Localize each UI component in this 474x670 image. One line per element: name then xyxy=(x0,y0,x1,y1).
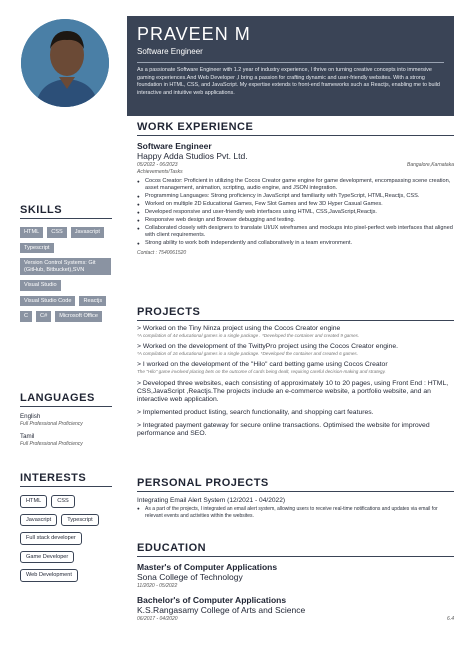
experience-bullet: ● Developed responsive and user-friendly web interfaces using HTML, CSS,JavaScript,Reactjs. xyxy=(137,209,454,216)
education-school: K.S.Rangasamy College of Arts and Science xyxy=(137,605,306,615)
summary-text: As a passionate Software Engineer with 1.2 year of industry experience, I thrive on turning creative concepts into immersive gaming experiences.And Web Developer ,I bring a passion for crafting dynamic and user-friendly websites. With a strong foundation in HTML, CSS, and JavaScript. My expertise extends to front-end frameworks such as Reactjs, enabling me to build interactive and intuitive web applications. xyxy=(137,67,440,96)
project-note: The "Hilo" game involved placing bets on the outcome of cards being dealt, requiring careful decision-making and strategy. xyxy=(137,369,386,374)
candidate-role: Software Engineer xyxy=(137,47,203,56)
skill-chip: Typescript xyxy=(20,243,54,254)
contact-number: Contact : 7540061520 xyxy=(137,250,187,256)
skill-chip: Version Control Systems: Git (GitHub, Bitbucket),SVN xyxy=(20,258,111,275)
experience-bullet: ● Programming Languages: Strong proficiency in JavaScript and familiarity with TypeScript, HTML,Reactjs, CSS. xyxy=(137,193,454,200)
skill-chip: Visual Studio xyxy=(20,280,61,291)
skills-section xyxy=(20,204,112,322)
education-degree: Master's of Computer Applications xyxy=(137,562,278,572)
experience-bullet: ● Collaborated closely with designers to translate UI/UX wireframes and mockups into pixel-perfect web interfaces that aligned with client requirements. xyxy=(137,225,454,239)
project-title: > I worked on the development of the "Hilo" card betting game using Cocos Creator xyxy=(137,361,388,368)
section-title-projects: PROJECTS xyxy=(137,306,454,321)
language-level: Full Professional Proficiency xyxy=(20,421,83,427)
personal-project-title: Integrating Email Alert System (12/2021 - 04/2022) xyxy=(137,497,286,504)
skill-chip: Reactjs xyxy=(79,296,106,307)
education-entry xyxy=(137,562,454,589)
project-title: > Developed three websites, each consisting of approximately 10 to 20 pages, using Front End : HTML, CSS,JavaScript ,Reactjs.The projects include an e-commerce website, a portfolio website, and an interactive web application. xyxy=(137,380,449,403)
project-title: > Implemented product listing, search functionality, and shopping cart features. xyxy=(137,409,374,416)
interest-chip: HTML xyxy=(20,495,47,508)
project-note: *A compilation of 44 educational games in a single package . *Developed the container and created 9 games. xyxy=(137,333,360,338)
experience-bullet: ● Responsive web design and Browser debugging and testing. xyxy=(137,217,454,224)
interest-chip: CSS xyxy=(51,495,75,508)
interest-chip: Full stack developer xyxy=(20,532,82,545)
education-degree: Bachelor's of Computer Applications xyxy=(137,595,287,605)
section-title-skills: SKILLS xyxy=(20,204,112,219)
language-level: Full Professional Proficiency xyxy=(20,441,83,447)
company-name: Happy Adda Studios Pvt. Ltd. xyxy=(137,151,248,161)
experience-bullet: ● Worked on multiple 2D Educational Games, Few Slot Games and few 3D Hyper Casual Games. xyxy=(137,201,454,208)
section-title-experience: WORK EXPERIENCE xyxy=(137,121,454,136)
section-title-personal-projects: PERSONAL PROJECTS xyxy=(137,477,454,492)
education-score: 6.4 xyxy=(447,616,454,622)
education-dates: 11/2020 - 05/2022 xyxy=(137,583,178,589)
skill-chip: Microsoft Office xyxy=(55,311,102,322)
job-location: Bangalore,Karnataka xyxy=(407,162,454,168)
header-divider xyxy=(137,62,444,63)
interest-chip: Javascript xyxy=(20,514,57,527)
experience-bullet: ● Cocos Creator: Proficient in utilizing the Cocos Creator game engine for game development, encompassing scene creation, asset management, animation, scripting, audio engine, and JSON integration. xyxy=(137,178,454,192)
candidate-name: PRAVEEN M xyxy=(137,24,251,44)
language-name: English xyxy=(20,413,41,420)
interest-chip: Game Developer xyxy=(20,551,74,564)
job-dates: 05/2022 - 06/2023 xyxy=(137,162,178,168)
section-title-education: EDUCATION xyxy=(137,542,454,557)
interest-chip: Web Development xyxy=(20,569,78,582)
profile-photo xyxy=(19,17,111,109)
education-section xyxy=(137,542,454,622)
skill-chip: C xyxy=(20,311,32,322)
experience-bullet: ● Strong ability to work both independently and collaboratively in a team environment. xyxy=(137,240,454,247)
personal-project-bullet: ● As a part of the projects, I integrated an email alert system, allowing users to receive real-time notifications and updates via email for relevant events and activities within the websites. xyxy=(137,506,454,519)
project-note: *A compilation of 16 educational games in a single package. *Developed the container and created 6 games. xyxy=(137,351,358,356)
skill-chip: Visual Studio Code xyxy=(20,296,75,307)
work-experience-section xyxy=(137,121,454,256)
section-title-languages: LANGUAGES xyxy=(20,392,112,407)
language-name: Tamil xyxy=(20,433,35,440)
education-dates: 06/2017 - 04/2020 xyxy=(137,616,178,622)
achievements-label: Achievements/Tasks xyxy=(137,169,183,175)
personal-projects-section xyxy=(137,477,454,520)
project-title: > Worked on the Tiny Ninza project using the Cocos Creator engine xyxy=(137,325,341,332)
project-title: > Worked on the development of the TwittyPro project using the Cocos Creator engine. xyxy=(137,343,399,350)
education-entry xyxy=(137,595,454,622)
education-school: Sona College of Technology xyxy=(137,572,243,582)
skill-chip: CSS xyxy=(47,227,67,238)
languages-section xyxy=(20,392,112,447)
interests-section xyxy=(20,472,112,582)
project-title: > Integrated payment gateway for secure online transactions. Optimised the website for improved performance and SEO. xyxy=(137,422,430,437)
interest-chip: Typescript xyxy=(61,514,99,527)
skill-chip: C# xyxy=(36,311,51,322)
header-banner xyxy=(127,16,454,116)
section-title-interests: INTERESTS xyxy=(20,472,112,487)
skill-chip: Javascript xyxy=(71,227,104,238)
projects-section xyxy=(137,306,454,438)
person-silhouette-icon xyxy=(21,19,111,109)
job-title: Software Engineer xyxy=(137,141,212,151)
skill-chip: HTML xyxy=(20,227,43,238)
